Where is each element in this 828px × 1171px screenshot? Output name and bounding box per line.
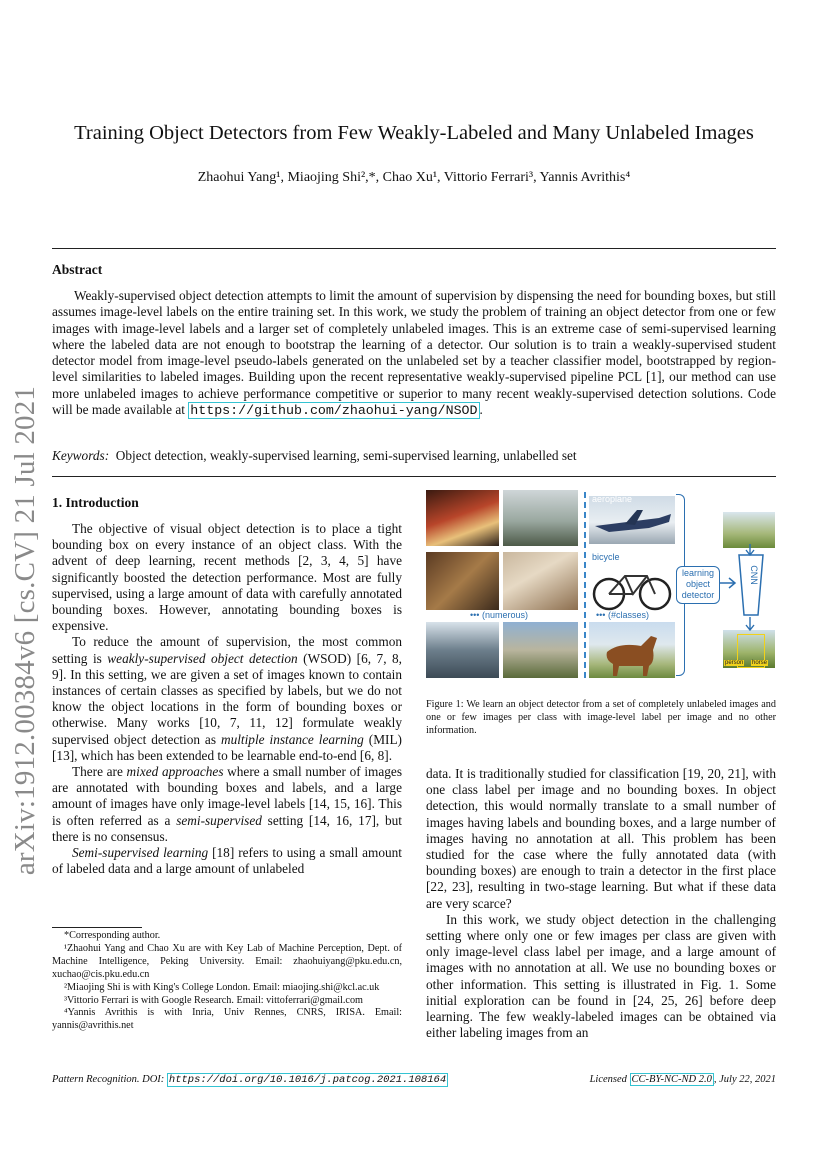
license-link[interactable]: CC-BY-NC-ND 2.0 [631,1074,712,1085]
code-link[interactable]: https://github.com/zhaohui-yang/NSOD [190,403,478,419]
person-tag: person [725,660,744,666]
numerous-label: ••• (numerous) [470,610,528,620]
footer-date: , July 22, 2021 [713,1074,776,1085]
keywords-rule [52,476,776,477]
figure-caption: Figure 1: We learn an object detector from a set of completely unlabeled images and one or few images per class with image-level label per image and no other information. [426,699,776,736]
unlabeled-photo-runway [503,490,578,546]
abstract-body [52,288,776,419]
author-list: Zhaohui Yang¹, Miaojing Shi²,*, Chao Xu¹, Vittorio Ferrari³, Yannis Avrithis⁴ [197,170,631,185]
footnote-4: ⁴Yannis Avrithis is with Inria, Univ Rennes, CNRS, IRISA. Email: yannis@avrithis.net [52,1007,402,1032]
keywords-label: Keywords: [52,448,110,463]
abstract-heading: Abstract [52,262,103,277]
intro-paragraph-r1: data. It is traditionally studied for classification [19, 20, 21], with one class label per image and no bounding boxes. In object detection, this would normally translate to a small number of images having labels and bounding boxes, and a large number of images having no annotation at all. This problem has been studied for the case where the fully annotated data (with bounding boxes) are enough to train a detector in the first place [22, 23], resulting in two-stage learning. But what if these data are very scarce? [426,766,776,911]
horse-tag: horse [752,660,768,666]
top-rule [52,248,776,249]
doi-link[interactable]: https://doi.org/10.1016/j.patcog.2021.108164 [168,1074,447,1086]
emphasis: weakly-supervised object detection [107,650,298,666]
footnote-1: ¹Zhaohui Yang and Chao Xu are with Key Lab of Machine Perception, Dept. of Machine Intelligence, Peking University. Email: zhaohuiyang@pku.edu.cn, xuchao@cis.pku.edu.cn [52,942,402,980]
section-heading-introduction: 1. Introduction [52,495,139,510]
learning-object-detector-label: learning object detector [681,568,715,600]
arxiv-stamp-text: arXiv:1912.00384v6 [cs.CV] 21 Jul 2021 [9,385,42,875]
footnote-2: ²Miaojing Shi is with King's College London. Email: miaojing.shi@kcl.ac.uk [64,981,380,993]
emphasis: Semi-supervised learning [72,845,209,861]
unlabeled-photo-street [426,490,499,546]
left-column [52,521,402,877]
aeroplane-label: aeroplane [592,494,633,504]
intro-paragraph-3 [52,764,402,845]
text-span: To reduce the amount of supervision, the most common setting is [52,634,402,666]
arrow-down-icon [744,617,756,631]
cnn-block [736,552,766,618]
text-span: (WSOD) [6, 7, 8, 9]. In this setting, we are given a set of images known to contain instances of certain classes as specified by labels, but we do not know the object locations in the form of bounding boxes or otherwise. Many works [10, 7, 11, 12] formulate weakly supervised object detection as [52,650,402,747]
text-span: where a small number of images are annotated with bounding boxes and labels, and a large amount of images have only image-level labels [14, 15, 16]. This is often referred as a [52,764,403,828]
labeled-photo-horse [589,622,675,678]
horse-icon [589,622,675,678]
unlabeled-photo-cat [503,552,578,610]
intro-paragraph-1: The objective of visual object detection is to place a tight bounding box on every instance of an object class. With the advent of deep learning, recent methods [2, 3, 4, 5] have significantly boosted the detection performance. Most are fully supervised, using a large amount of data with carefully annotated bounding boxes. However, annotating bounding boxes is expensive. [52,521,402,634]
unlabeled-photo-room [426,552,499,610]
footnotes [52,930,402,1033]
paper-title: Training Object Detectors from Few Weakly-Labeled and Many Unlabeled Images [74,122,754,144]
bicycle-label: bicycle [592,552,620,562]
abstract-text: Weakly-supervised object detection attempts to limit the amount of supervision by dispensing the need for bounding boxes, but still assumes image-level labels on the entire training set. In this work, we study the problem of training an object detector from one or few images with image-level labels and a larger set of completely unlabeled images. This is an extreme case of semi-supervised learning where the labeled data are not enough to bootstrap the learning of a detector. Our solution is to train a weakly-supervised student detector model from image-level pseudo-labels generated on the unlabeled set by a teacher classifier model, bootstrapped by region-level similarities to labeled images. Building upon the recent representative weakly-supervised pipeline PCL [1], our method can use more unlabeled images to achieve performance competitive or superior to many recent weakly-supervised detection solutions. Code will be made available at [52,288,776,418]
classes-label: ••• (#classes) [596,610,649,620]
unlabeled-photo-jumping [503,622,578,678]
intro-paragraph-4 [52,845,402,877]
input-photo [723,512,775,548]
text-span: [18] refers to using a small amount of labeled data and a large amount of unlabeled [52,845,402,877]
bicycle-icon [589,562,675,612]
arxiv-stamp [6,370,46,890]
footnote-corresponding: *Corresponding author. [64,930,161,941]
footer-license [590,1074,776,1085]
cnn-label: CNN [748,565,759,585]
keywords-text: Object detection, weakly-supervised learning, semi-supervised learning, unlabelled set [115,448,577,463]
dashed-separator [584,492,586,678]
right-column [426,766,776,1041]
footer-journal [52,1074,448,1086]
emphasis: multiple instance learning [220,731,364,747]
footnote-rule [52,927,142,928]
arrow-down-icon [744,544,756,556]
intro-paragraph-r2: In this work, we study object detection in the challenging setting where only one or few images per class are given with only image-level class label per image, and a large amount of images with no annotation at all. We use no bounding boxes or other information. This setting is illustrated in Fig. 1. Some initial exploration can be found in [24, 25, 26] before deep learning. The few weakly-labeled images can be obtained via either labeling images from an [426,911,776,1041]
emphasis: mixed approaches [126,764,224,780]
footer-journal-text: Pattern Recognition. DOI: [52,1074,165,1085]
text-span: There are [72,764,127,780]
intro-paragraph-2 [52,634,402,764]
text-span: (MIL) [13], which has been extended to be learnable end-to-end [6, 8]. [52,731,402,763]
abstract-end: . [479,402,483,418]
unlabeled-photo-train [426,622,499,678]
figure-1 [426,490,776,685]
license-label: Licensed [589,1074,627,1085]
footnote-3: ³Vittorio Ferrari is with Google Research. Email: vittoferrari@gmail.com [64,994,363,1006]
text-span: setting [14, 16, 17], but there is no consensus. [52,812,402,844]
keywords-line [52,448,577,464]
emphasis: semi-supervised [176,812,262,828]
